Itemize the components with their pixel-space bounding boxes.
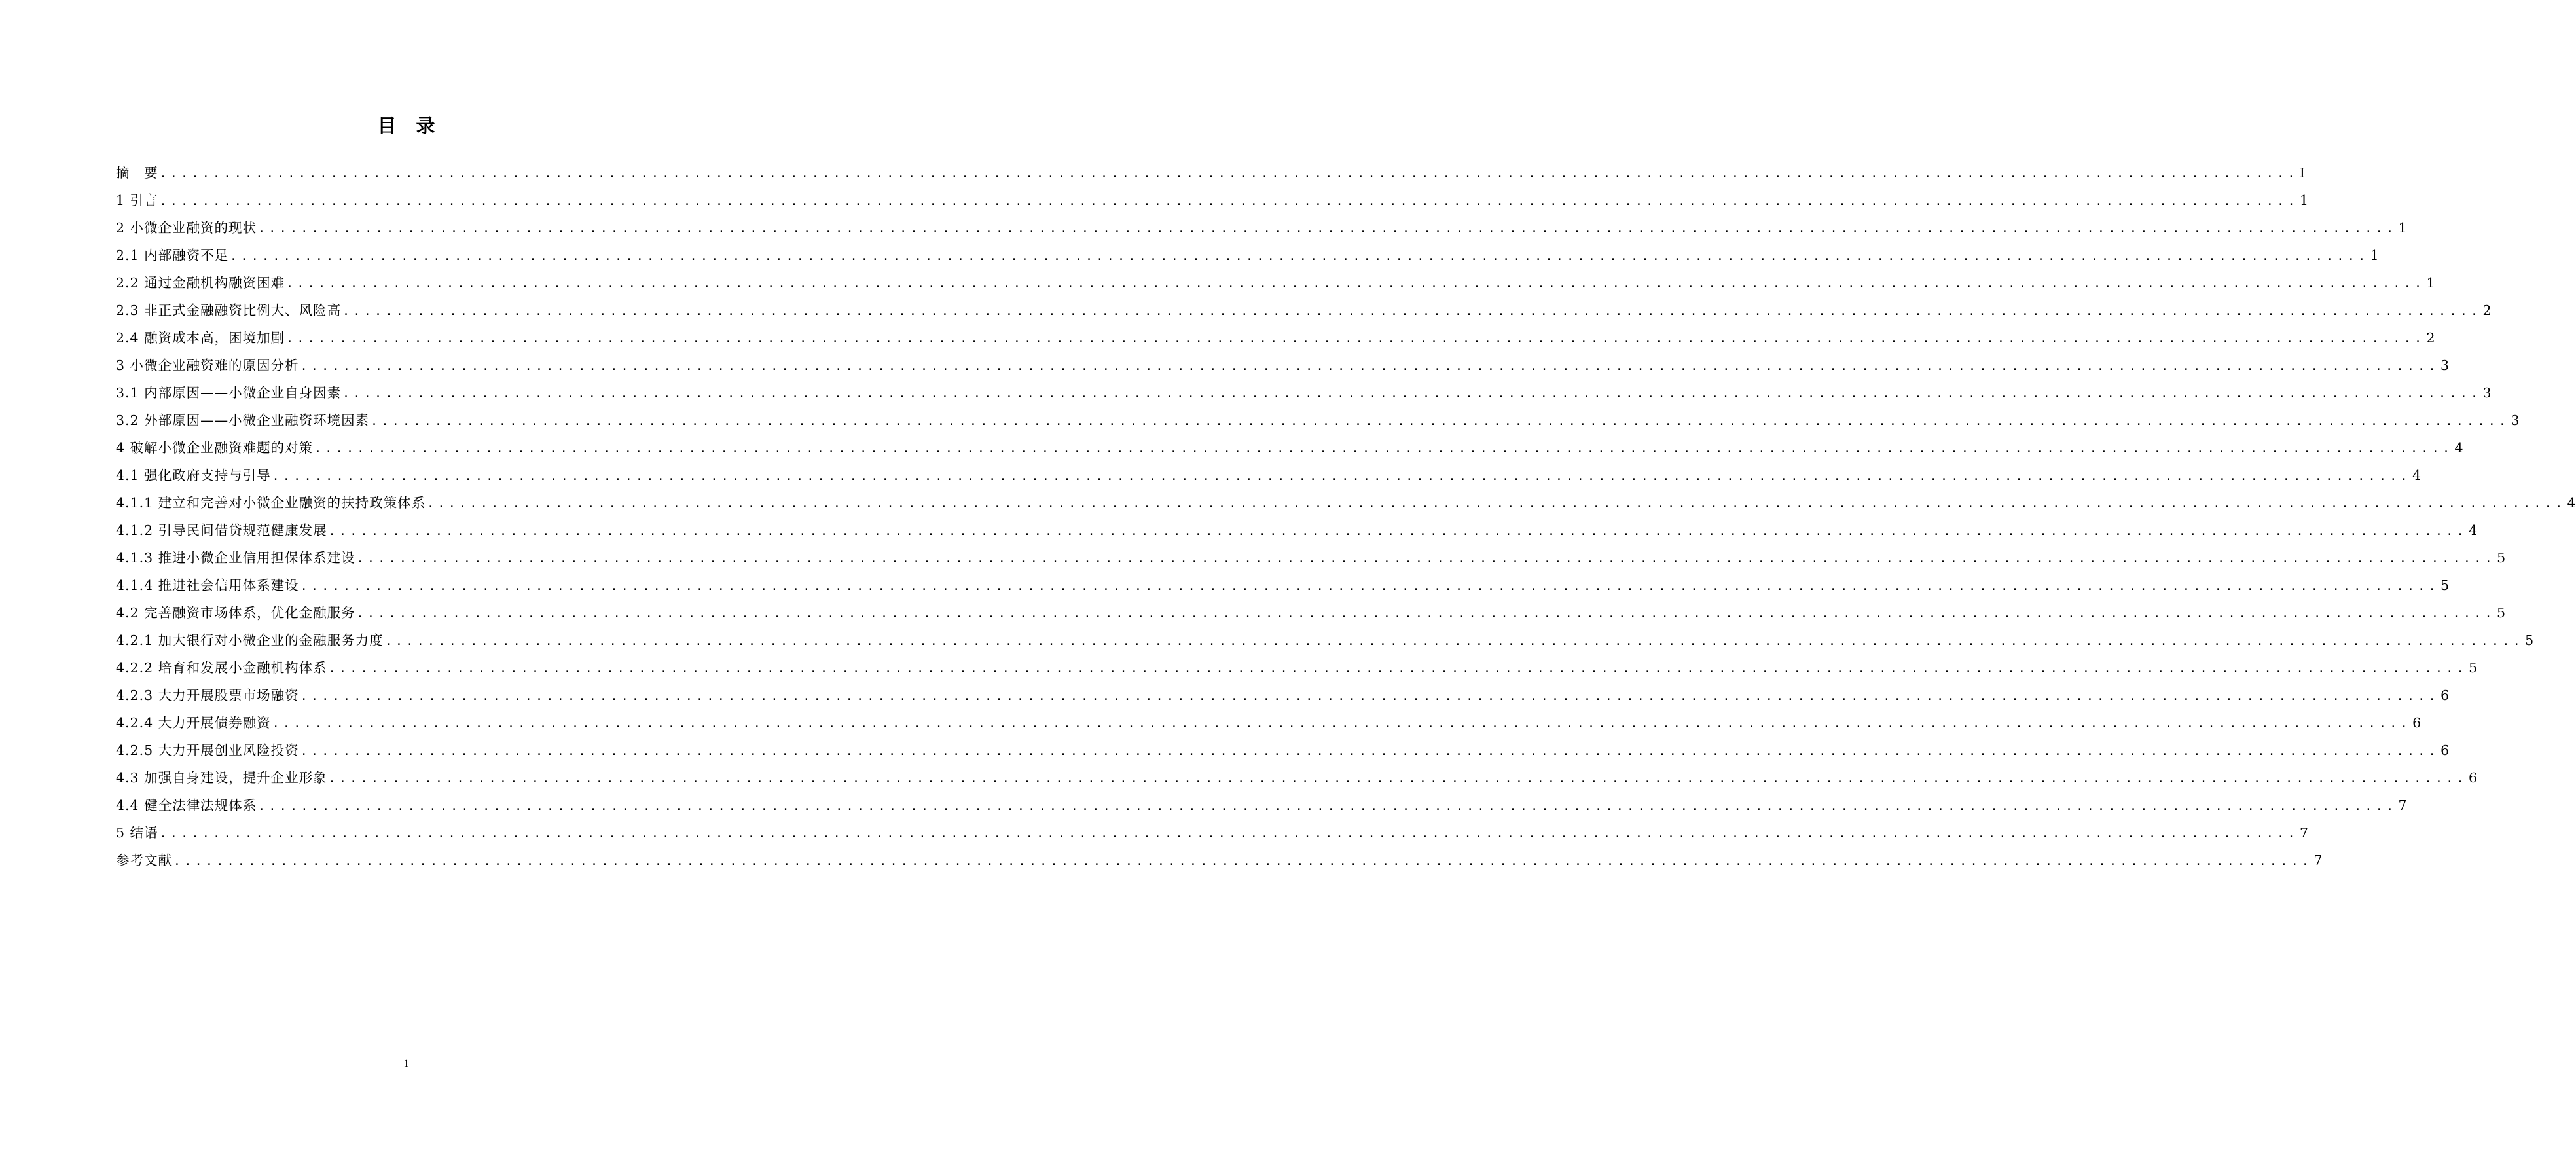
toc-entry-label: 4.1.1 建立和完善对小微企业融资的扶持政策体系 — [116, 495, 426, 511]
toc-entry-page: 3 — [2482, 385, 2492, 401]
toc-dot-leader: ........................................................................................................................................................................................................ — [328, 524, 2468, 538]
toc-entry-label: 1 引言 — [116, 192, 158, 208]
toc-entry-label: 2.1 内部融资不足 — [116, 247, 229, 263]
toc-entry-label: 4.2 完善融资市场体系，优化金融服务 — [116, 605, 355, 621]
toc-entry-page: 1 — [2398, 220, 2407, 236]
toc-dot-leader: ........................................................................................................................................................................................................ — [272, 717, 2412, 731]
toc-dot-leader: ........................................................................................................................................................................................................ — [272, 469, 2412, 483]
toc-entry-label: 3.2 外部原因——小微企业融资环境因素 — [116, 412, 370, 428]
toc-entry-page: 2 — [2426, 330, 2435, 346]
toc-entry-label: 4.1.3 推进小微企业信用担保体系建设 — [116, 550, 355, 566]
toc-entry-page: 3 — [2440, 357, 2449, 373]
toc-entry-label: 4.3 加强自身建设，提升企业形象 — [116, 770, 327, 786]
toc-entry-label: 3.1 内部原因——小微企业自身因素 — [116, 385, 342, 401]
toc-entry[interactable] — [116, 214, 2407, 242]
toc-dot-leader: ........................................................................................................................................................................................................ — [356, 552, 2496, 566]
toc-entry-label: 3 小微企业融资难的原因分析 — [116, 357, 299, 373]
toc-entry-page: 1 — [2426, 275, 2435, 291]
toc-entry[interactable] — [116, 572, 2450, 599]
toc-entry[interactable] — [116, 187, 2308, 214]
toc-dot-leader: ........................................................................................................................................................................................................ — [314, 442, 2454, 456]
toc-entry-label: 4.2.3 大力开展股票市场融资 — [116, 687, 299, 703]
toc-entry[interactable] — [116, 269, 2435, 297]
toc-entry[interactable] — [116, 297, 2492, 324]
toc-dot-leader: ........................................................................................................................................................................................................ — [286, 332, 2425, 346]
toc-entry[interactable] — [116, 324, 2435, 352]
toc-dot-leader: ........................................................................................................................................................................................................ — [286, 277, 2425, 291]
toc-entry-label: 4.2.2 培育和发展小金融机构体系 — [116, 660, 327, 676]
toc-entry-label: 4.2.1 加大银行对小微企业的金融服务力度 — [116, 632, 384, 648]
toc-dot-leader: ........................................................................................................................................................................................................ — [300, 744, 2440, 758]
toc-entry-label: 4.2.5 大力开展创业风险投资 — [116, 742, 299, 758]
toc-dot-leader: ........................................................................................................................................................................................................ — [230, 249, 2369, 263]
toc-dot-leader: ........................................................................................................................................................................................................ — [173, 854, 2313, 868]
toc-entry-page: 4 — [2567, 495, 2576, 511]
toc-entry[interactable] — [116, 434, 2463, 462]
toc-dot-leader: ........................................................................................................................................................................................................ — [159, 167, 2298, 181]
toc-dot-leader: ........................................................................................................................................................................................................ — [300, 359, 2439, 373]
toc-entry-page: 5 — [2525, 632, 2534, 648]
toc-entry-page: 1 — [2370, 247, 2379, 263]
toc-dot-leader: ........................................................................................................................................................................................................ — [371, 414, 2510, 428]
toc-entry-label: 2.3 非正式金融融资比例大、风险高 — [116, 302, 342, 318]
toc-entry-label: 4.1.4 推进社会信用体系建设 — [116, 577, 299, 593]
toc-entry[interactable] — [116, 627, 2534, 654]
toc-entry-page: 6 — [2440, 742, 2450, 758]
toc-dot-leader: ........................................................................................................................................................................................................ — [342, 304, 2482, 318]
toc-dot-leader: ........................................................................................................................................................................................................ — [328, 772, 2468, 786]
toc-entry[interactable] — [116, 654, 2478, 682]
toc-entry-page: 5 — [2497, 550, 2506, 566]
toc-entry[interactable] — [116, 379, 2492, 407]
toc-entry[interactable] — [116, 407, 2520, 434]
toc-entry-page: 2 — [2482, 302, 2492, 318]
toc-entry-page: I — [2299, 165, 2305, 181]
toc-entry-page: 3 — [2511, 412, 2520, 428]
toc-entry[interactable] — [116, 489, 2576, 517]
toc-entry[interactable] — [116, 764, 2478, 792]
toc-dot-leader: ........................................................................................................................................................................................................ — [384, 634, 2524, 648]
toc-entry-page: 7 — [2299, 825, 2308, 841]
toc-entry-page: 4 — [2454, 440, 2463, 456]
toc-entry-label: 2.4 融资成本高，困境加剧 — [116, 330, 285, 346]
toc-entry-page: 1 — [2299, 192, 2308, 208]
toc-dot-leader: ........................................................................................................................................................................................................ — [356, 607, 2496, 621]
toc-entry[interactable] — [116, 544, 2506, 572]
toc-dot-leader: ........................................................................................................................................................................................................ — [342, 387, 2482, 401]
toc-entry-label: 4.2.4 大力开展债券融资 — [116, 715, 271, 731]
toc-entry[interactable] — [116, 819, 2308, 847]
toc-entry-page: 5 — [2497, 605, 2506, 621]
toc-entry[interactable] — [116, 737, 2450, 764]
toc-dot-leader: ........................................................................................................................................................................................................ — [258, 799, 2397, 813]
toc-entry-label: 摘 要 — [116, 165, 158, 181]
page-number: 1 — [403, 1058, 409, 1069]
toc-entry[interactable] — [116, 352, 2449, 379]
toc-entry[interactable] — [116, 792, 2407, 819]
toc-entry-label: 2 小微企业融资的现状 — [116, 220, 257, 236]
toc-entry-label: 5 结语 — [116, 825, 158, 841]
toc-entry-label: 4.1 强化政府支持与引导 — [116, 467, 271, 483]
toc-dot-leader: ........................................................................................................................................................................................................ — [427, 497, 2566, 511]
table-of-contents — [116, 159, 2576, 874]
toc-entry-label: 参考文献 — [116, 852, 172, 868]
toc-entry-label: 4.4 健全法律法规体系 — [116, 797, 257, 813]
toc-entry[interactable] — [116, 517, 2478, 544]
toc-entry-label: 2.2 通过金融机构融资困难 — [116, 275, 285, 291]
toc-dot-leader: ........................................................................................................................................................................................................ — [159, 194, 2298, 208]
toc-dot-leader: ........................................................................................................................................................................................................ — [258, 222, 2397, 236]
toc-entry-page: 4 — [2412, 467, 2422, 483]
toc-entry[interactable] — [116, 847, 2323, 874]
toc-entry-page: 6 — [2440, 687, 2450, 703]
toc-entry[interactable] — [116, 242, 2379, 269]
toc-entry[interactable] — [116, 682, 2450, 709]
toc-entry-page: 7 — [2313, 852, 2323, 868]
toc-entry-page: 6 — [2469, 770, 2478, 786]
toc-entry-page: 7 — [2398, 797, 2407, 813]
toc-entry-label: 4 破解小微企业融资难题的对策 — [116, 440, 314, 456]
page-title: 目录 — [377, 115, 455, 137]
toc-dot-leader: ........................................................................................................................................................................................................ — [328, 662, 2468, 676]
toc-entry-page: 6 — [2412, 715, 2422, 731]
toc-dot-leader: ........................................................................................................................................................................................................ — [300, 689, 2440, 703]
toc-entry-page: 4 — [2469, 522, 2478, 538]
toc-dot-leader: ........................................................................................................................................................................................................ — [300, 579, 2440, 593]
toc-entry[interactable] — [116, 709, 2422, 737]
toc-entry-page: 5 — [2440, 577, 2450, 593]
toc-dot-leader: ........................................................................................................................................................................................................ — [159, 827, 2298, 841]
toc-entry[interactable] — [116, 462, 2422, 489]
toc-entry[interactable] — [116, 159, 2305, 187]
toc-entry-label: 4.1.2 引导民间借贷规范健康发展 — [116, 522, 327, 538]
toc-entry[interactable] — [116, 599, 2506, 627]
toc-entry-page: 5 — [2469, 660, 2478, 676]
